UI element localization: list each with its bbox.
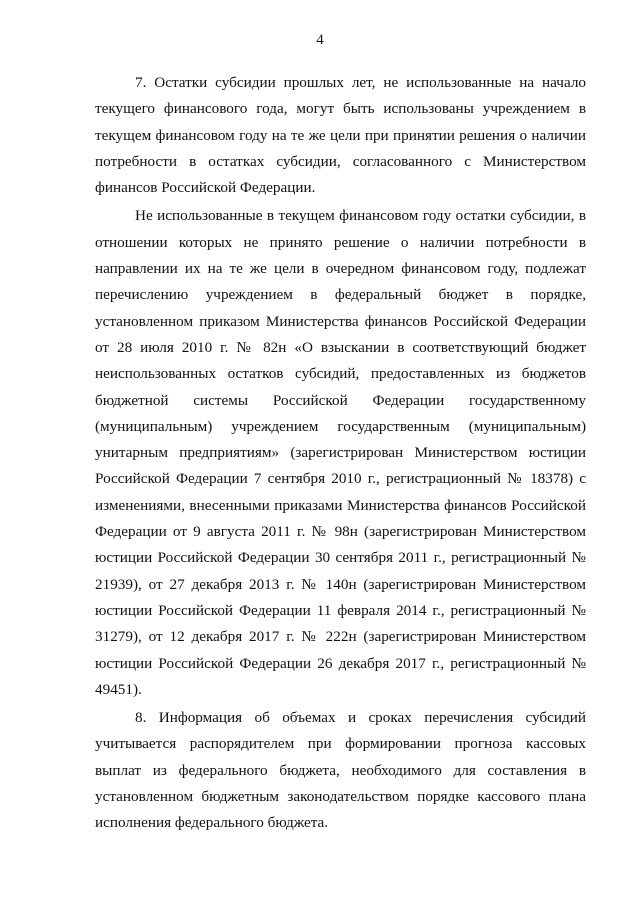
paragraph-unused-balances-return: Не использованные в текущем финансовом году остатки субсидии, в отношении которых не принято решение о наличии потребности в направлении их на те же цели в очередном финансовом году, подлежат перечислению учреждением в федеральный бюджет в порядке, установленном приказом Министерства финансов Российской Федерации от 28 июля 2010 г. № 82н «О взыскании в соответствующий бюджет неиспользованных остатков субсидий, предоставленных из бюджетов бюджетной системы Российской Федерации государственному (муниципальным) учреждением государственным (муниципальным) унитарным предприятиям» (зарегистрирован Министерством юстиции Российской Федерации 7 сентября 2010 г., регистрационный № 18378) с изменениями, внесенными приказами Министерства финансов Российской Федерации от 9 августа 2011 г. № 98н (зарегистрирован Министерством юстиции Российской Федерации 30 сентября 2011 г., регистрационный № 21939), от 27 декабря 2013 г. № 140н (зарегистрирован Министерством юстиции Российской Федерации 11 февраля 2014 г., регистрационный № 31279), от 12 декабря 2017 г. № 222н (зарегистрирован Министерством юстиции Российской Федерации 26 декабря 2017 г., регистрационный № 49451). (95, 207, 586, 698)
page-number: 4 (316, 32, 324, 48)
paragraph-8-subsidy-transfer-info: 8. Информация об объемах и сроках перечисления субсидий учитывается распорядителем при формировании прогноза кассовых выплат из федерального бюджета, необходимого для составления в установленном бюджетным законодательством порядке кассового плана исполнения федерального бюджета. (95, 709, 586, 832)
document-body (95, 70, 586, 837)
paragraph-7-unused-subsidy-balances: 7. Остатки субсидии прошлых лет, не использованные на начало текущего финансового года, могут быть использованы учреждением в текущем финансовом году на те же цели при принятии решения о наличии потребности в остатках субсидии, согласованного с Министерством финансов Российской Федерации. (95, 74, 586, 197)
